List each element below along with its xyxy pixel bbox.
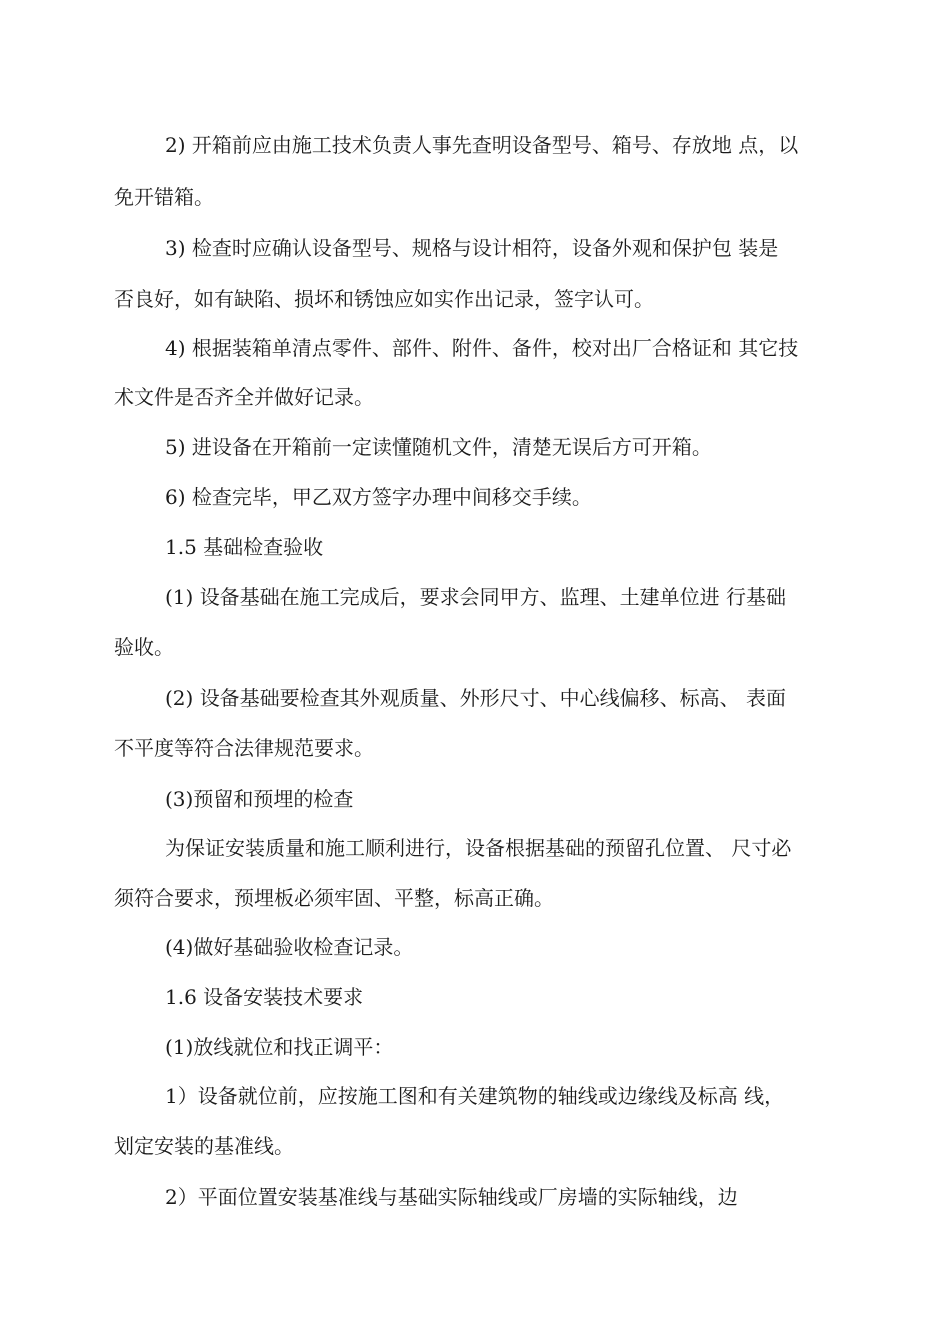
section-heading: 1.6 设备安装技术要求 [165, 985, 364, 1009]
paragraph-line: (4)做好基础验收检查记录。 [165, 935, 414, 959]
paragraph-line: 5) 进设备在开箱前一定读懂随机文件，清楚无误后方可开箱。 [165, 435, 712, 459]
paragraph-line: 须符合要求，预埋板必须牢固、平整，标高正确。 [114, 886, 554, 910]
paragraph-line: (1)放线就位和找正调平： [165, 1035, 394, 1059]
paragraph-line: 1）设备就位前，应按施工图和有关建筑物的轴线或边缘线及标高 线， [165, 1084, 785, 1108]
paragraph-line: 3) 检查时应确认设备型号、规格与设计相符，设备外观和保护包 装是 [165, 236, 779, 260]
paragraph-line: (1) 设备基础在施工完成后，要求会同甲方、监理、土建单位进 行基础 [165, 585, 787, 609]
paragraph-line: 否良好，如有缺陷、损坏和锈蚀应如实作出记录，签字认可。 [114, 287, 654, 311]
paragraph-line: 4) 根据装箱单清点零件、部件、附件、备件，校对出厂合格证和 其它技 [165, 336, 799, 360]
paragraph-line: 术文件是否齐全并做好记录。 [114, 385, 374, 409]
paragraph-line: (2) 设备基础要检查其外观质量、外形尺寸、中心线偏移、标高、 表面 [165, 686, 787, 710]
paragraph-line: 为保证安装质量和施工顺利进行，设备根据基础的预留孔位置、 尺寸必 [165, 836, 792, 860]
paragraph-line: 2) 开箱前应由施工技术负责人事先查明设备型号、箱号、存放地 点，以 [165, 133, 799, 157]
section-heading: 1.5 基础检查验收 [165, 535, 324, 559]
paragraph-line: 2）平面位置安装基准线与基础实际轴线或厂房墙的实际轴线，边 [165, 1185, 738, 1209]
paragraph-line: 免开错箱。 [114, 185, 214, 209]
paragraph-line: 6) 检查完毕，甲乙双方签字办理中间移交手续。 [165, 485, 592, 509]
paragraph-line: 不平度等符合法律规范要求。 [114, 736, 374, 760]
paragraph-line: 验收。 [114, 635, 174, 659]
paragraph-line: 划定安装的基准线。 [114, 1134, 294, 1158]
paragraph-line: (3)预留和预埋的检查 [165, 787, 354, 811]
